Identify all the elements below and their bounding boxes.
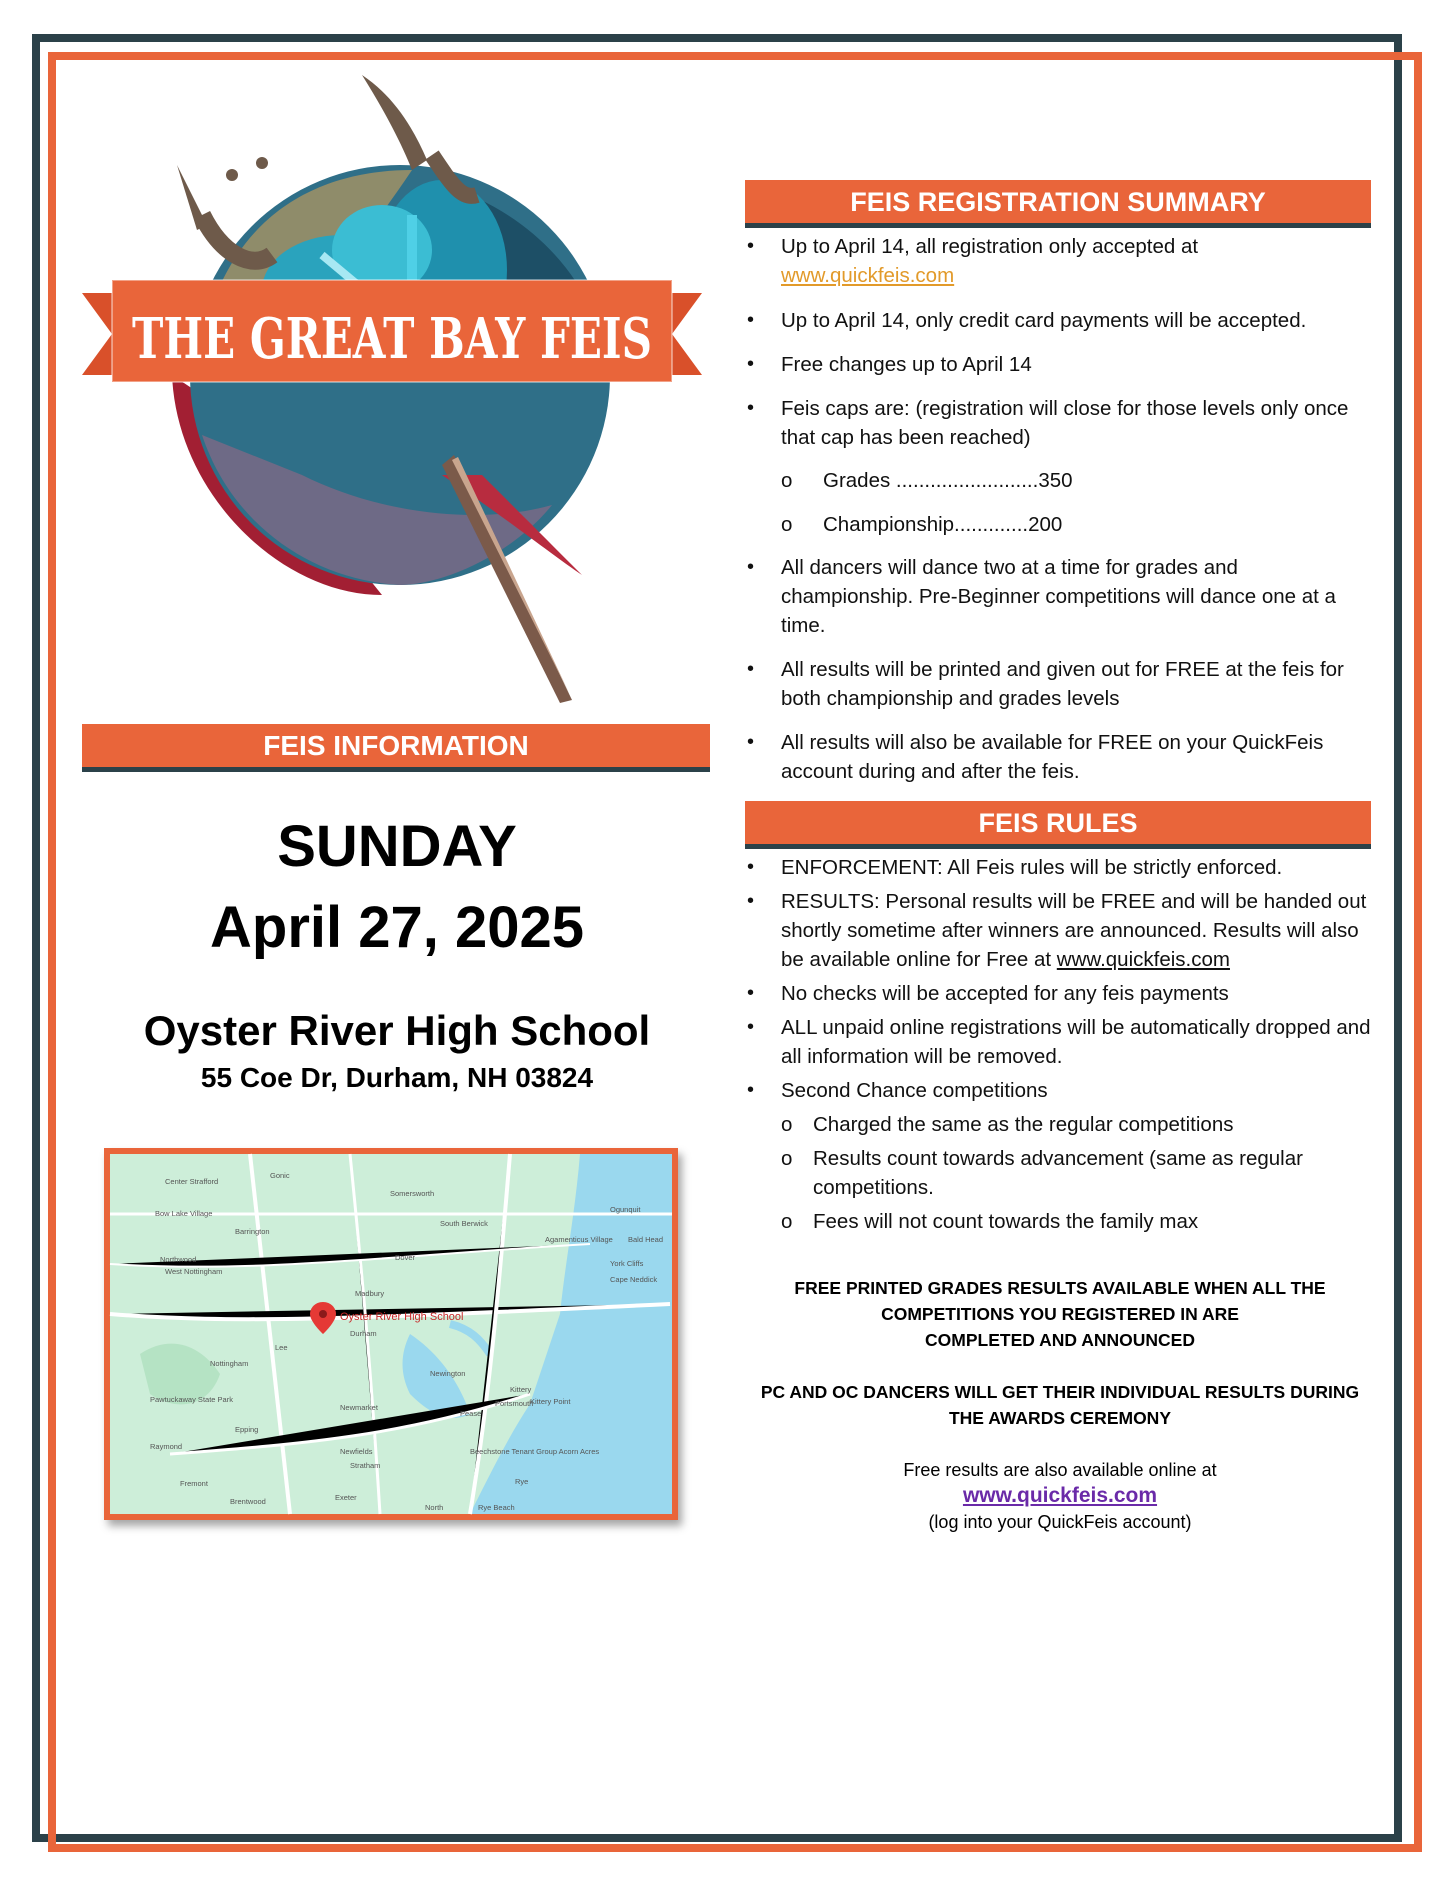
map-place: Epping (235, 1425, 259, 1434)
list-item (745, 232, 1375, 290)
map-place: Dover (395, 1253, 416, 1262)
map-place: Cape Neddick (610, 1275, 658, 1284)
cap-item (745, 510, 1375, 539)
list-item: • No checks will be accepted for any feis payments (745, 979, 1375, 1008)
map-place: Rye (515, 1477, 529, 1486)
registration-summary-banner (745, 180, 1371, 228)
cap-value: 200 (1028, 513, 1063, 536)
quickfeis-link[interactable]: www.quickfeis.com (781, 264, 955, 287)
map-place: Brentwood (230, 1497, 266, 1506)
map-place: Somersworth (390, 1189, 435, 1198)
map-place: Portsmouth (495, 1399, 534, 1408)
feis-rules-list (745, 853, 1375, 1236)
map-place: Raymond (150, 1442, 183, 1451)
map-place: Fremont (180, 1479, 208, 1488)
cap-label: Grades ......................... (823, 469, 1039, 492)
note-line: PC AND OC DANCERS WILL GET THEIR INDIVIDUAL RESULTS DURING (760, 1382, 1360, 1402)
map-place: Ogunquit (610, 1205, 641, 1214)
results-notes (745, 1275, 1375, 1535)
list-item: • Up to April 14, only credit card payments will be accepted. (745, 306, 1375, 335)
map-place: Newfields (340, 1447, 373, 1456)
map-place: Kittery (510, 1385, 532, 1394)
list-item: • Feis caps are: (registration will close for those levels only once that cap has been reached) (745, 394, 1375, 452)
map-marker-label: Oyster River High School (340, 1311, 464, 1323)
cap-value: 350 (1038, 469, 1073, 492)
list-item: • ENFORCEMENT: All Feis rules will be strictly enforced. (745, 853, 1375, 882)
registration-summary-list (745, 232, 1375, 786)
cap-label: Championship............. (823, 513, 1029, 536)
map-place: York Cliffs (610, 1259, 644, 1268)
event-date: April 27, 2025 (210, 895, 584, 960)
map-place: Pease (460, 1409, 482, 1418)
logo-title: THE GREAT BAY FEIS (132, 306, 652, 372)
map-place: Beechstone Tenant Group Acorn Acres (470, 1447, 600, 1456)
list-item (745, 887, 1375, 974)
list-item: • ALL unpaid online registrations will be automatically dropped and all information will be removed. (745, 1013, 1375, 1071)
map-place: Bald Head (628, 1235, 664, 1244)
map-place: Durham (350, 1329, 377, 1338)
list-item: • All results will be printed and given out for FREE at the feis for both championship and grades levels (745, 655, 1375, 713)
map-place: Gonic (270, 1171, 290, 1180)
note-line: (log into your QuickFeis account) (928, 1512, 1192, 1532)
map-place: Bow Lake Village (155, 1209, 213, 1218)
list-item: • Second Chance competitions (745, 1076, 1375, 1105)
map-place: Center Strafford (165, 1177, 219, 1186)
map-place: Pawtuckaway State Park (150, 1395, 233, 1404)
cap-item (745, 466, 1375, 495)
map-place: Exeter (335, 1493, 357, 1502)
map-place: Barrington (235, 1227, 270, 1236)
note-line: FREE PRINTED GRADES RESULTS AVAILABLE WHEN ALL THE (794, 1278, 1326, 1298)
list-item-text: Up to April 14, all registration only accepted at (781, 235, 1199, 258)
quickfeis-link[interactable]: www.quickfeis.com (962, 1484, 1158, 1507)
sub-list-item: o Fees will not count towards the family max (745, 1207, 1375, 1236)
banner-title: FEIS RULES (978, 808, 1138, 838)
map-place: Rye Beach (478, 1503, 515, 1512)
list-item: • All dancers will dance two at a time for grades and championship. Pre-Beginner competitions will dance one at a time. (745, 553, 1375, 640)
map-place: Madbury (355, 1289, 385, 1298)
map-place: Newington (430, 1369, 466, 1378)
map-place: Nottingham (210, 1359, 249, 1368)
list-item: • All results will also be available for FREE on your QuickFeis account during and after the feis. (745, 728, 1375, 786)
map-place: North (425, 1503, 444, 1512)
map-place: Stratham (350, 1461, 381, 1470)
note-line: Free results are also available online at (903, 1460, 1217, 1480)
event-day: SUNDAY (277, 814, 517, 879)
banner-title: FEIS INFORMATION (263, 730, 529, 761)
map-place: Agamenticus Village (545, 1235, 613, 1244)
great-bay-feis-logo (82, 75, 702, 705)
list-item: • Free changes up to April 14 (745, 350, 1375, 379)
sub-list-item: o Results count towards advancement (same as regular competitions. (745, 1144, 1375, 1202)
map-place: Northwood (160, 1255, 197, 1264)
feis-rules-banner (745, 801, 1371, 849)
feis-information-banner (82, 724, 710, 772)
venue-name: Oyster River High School (143, 1007, 651, 1054)
map-canvas (110, 1154, 672, 1514)
map-place: South Berwick (440, 1219, 488, 1228)
note-line: COMPLETED AND ANNOUNCED (925, 1330, 1195, 1350)
note-line: THE AWARDS CEREMONY (948, 1408, 1171, 1428)
map-place: Newmarket (340, 1403, 378, 1412)
map-place: Kittery Point (530, 1397, 571, 1406)
note-line: COMPETITIONS YOU REGISTERED IN ARE (881, 1304, 1239, 1324)
venue-address: 55 Coe Dr, Durham, NH 03824 (200, 1062, 594, 1093)
map-place: West Nottingham (165, 1267, 223, 1276)
location-map[interactable] (104, 1148, 678, 1520)
sub-list-item: o Charged the same as the regular competitions (745, 1110, 1375, 1139)
quickfeis-link[interactable]: www.quickfeis.com (1056, 948, 1230, 971)
list-item-text: RESULTS: Personal results will be FREE and will be handed out shortly sometime after winners are announced. Results will also be available online for Free at (781, 890, 1367, 971)
map-place: Lee (275, 1343, 288, 1352)
banner-title: FEIS REGISTRATION SUMMARY (850, 187, 1266, 217)
